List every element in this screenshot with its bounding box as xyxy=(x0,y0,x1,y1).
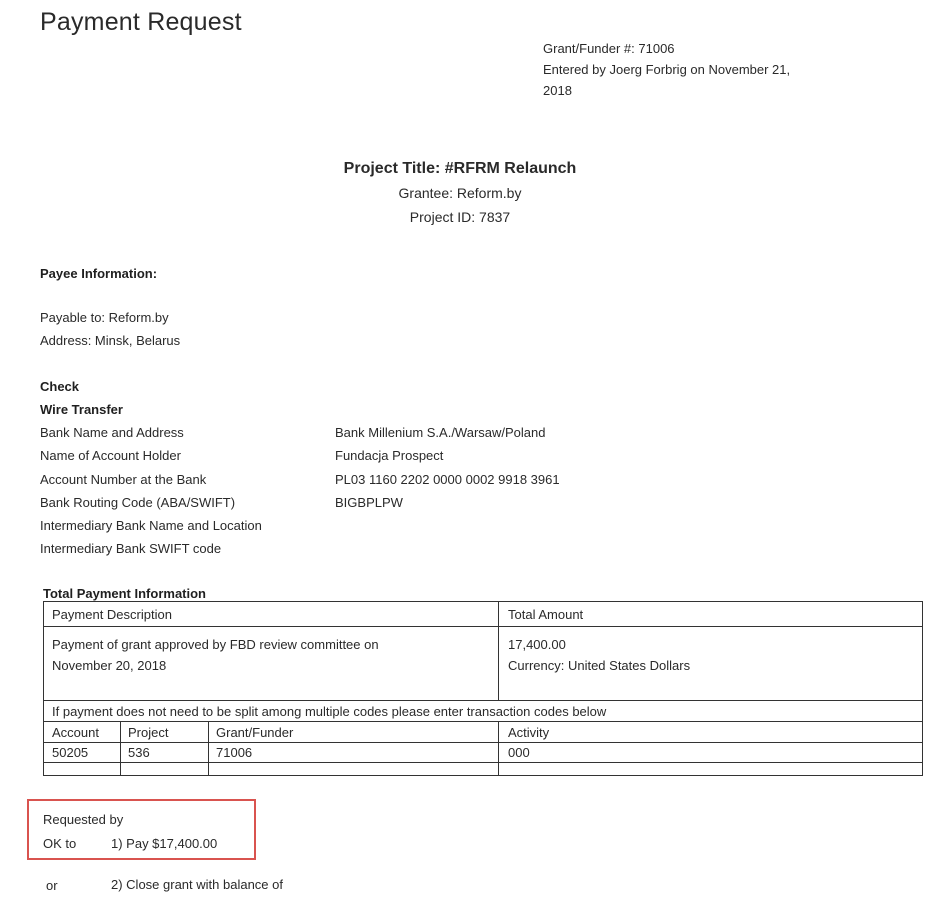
requested-by: Requested by xyxy=(43,812,124,827)
code-value-grant-funder: 71006 xyxy=(216,745,253,760)
payment-description xyxy=(52,634,379,676)
code-header-activity: Activity xyxy=(508,725,550,740)
currency-value: Currency: United States Dollars xyxy=(508,658,691,673)
bank-labels xyxy=(40,421,262,561)
wire-transfer-option: Wire Transfer xyxy=(40,402,123,417)
entered-by-line2: 2018 xyxy=(543,83,572,98)
bank-label: Name of Account Holder xyxy=(40,448,181,464)
project-id: Project ID: 7837 xyxy=(409,209,511,225)
total-payment-heading: Total Payment Information xyxy=(43,586,206,601)
payable-to: Payable to: Reform.by xyxy=(40,310,169,325)
option-pay: 1) Pay $17,400.00 xyxy=(111,836,218,851)
code-value-activity: 000 xyxy=(508,745,530,760)
payee-info xyxy=(40,306,180,352)
code-value-account: 50205 xyxy=(52,745,89,760)
entered-by-line1: Entered by Joerg Forbrig on November 21, xyxy=(543,62,791,77)
code-header-grant-funder: Grant/Funder xyxy=(216,725,294,740)
payment-table xyxy=(43,601,923,776)
bank-label: Account Number at the Bank xyxy=(40,471,207,487)
routing-code-value: BIGBPLPW xyxy=(335,494,403,510)
bank-label: Bank Routing Code (ABA/SWIFT) xyxy=(40,494,236,510)
description-line1: Payment of grant approved by FBD review committee on xyxy=(52,637,379,652)
code-header-account: Account xyxy=(52,725,99,740)
col-payment-description: Payment Description xyxy=(52,607,172,622)
page-title: Payment Request xyxy=(40,8,242,36)
description-line2: November 20, 2018 xyxy=(52,658,167,673)
bank-label: Intermediary Bank SWIFT code xyxy=(40,541,222,557)
total-amount-value: 17,400.00 xyxy=(508,637,566,652)
bank-label: Bank Name and Address xyxy=(40,425,184,440)
amount-block xyxy=(508,634,690,676)
option-close-grant: 2) Close grant with balance of xyxy=(111,877,283,892)
grant-funder-number: Grant/Funder #: 71006 xyxy=(543,41,675,56)
col-total-amount: Total Amount xyxy=(508,607,584,622)
check-option: Check xyxy=(40,379,80,394)
payee-heading: Payee Information: xyxy=(40,266,158,281)
project-title: Project Title: #RFRM Relaunch xyxy=(343,160,577,177)
account-number-value: PL03 1160 2202 0000 0002 9918 3961 xyxy=(335,471,560,487)
code-value-project: 536 xyxy=(128,745,150,760)
grantee: Grantee: Reform.by xyxy=(398,185,522,201)
grant-meta xyxy=(543,38,873,101)
account-holder-value: Fundacja Prospect xyxy=(335,448,444,464)
split-note: If payment does not need to be split among multiple codes please enter transaction codes below xyxy=(52,704,607,719)
project-block xyxy=(260,157,660,229)
bank-name-value: Bank Millenium S.A./Warsaw/Poland xyxy=(335,425,546,440)
payee-address: Address: Minsk, Belarus xyxy=(40,333,181,348)
bank-label: Intermediary Bank Name and Location xyxy=(40,518,262,534)
bank-values xyxy=(335,421,560,514)
ok-to-label: OK to xyxy=(43,836,77,851)
code-header-project: Project xyxy=(128,725,169,740)
or-label: or xyxy=(46,878,58,893)
